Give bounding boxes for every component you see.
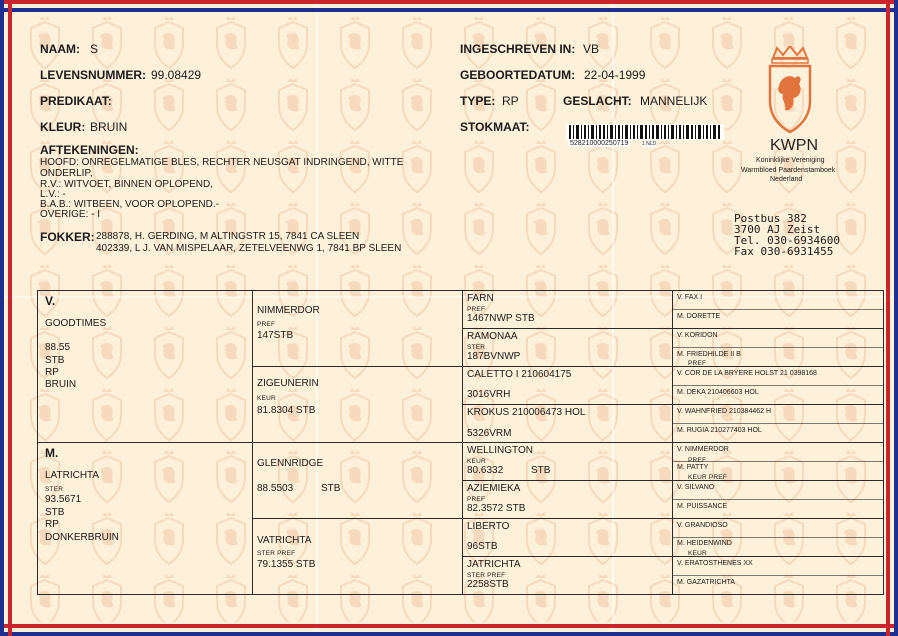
naam-value: S bbox=[90, 42, 99, 56]
dam-stb: STB bbox=[45, 507, 65, 518]
gen2-pred: STER PREF bbox=[257, 550, 296, 557]
gen3-pred: STER PREF bbox=[467, 572, 506, 579]
gen4-entry: V. WAHNFRIED 210384462 H bbox=[677, 408, 772, 415]
gen2-pred: KEUR bbox=[257, 395, 276, 402]
gen3-pred: KEUR bbox=[467, 458, 486, 465]
kwpn-name: KWPN bbox=[770, 137, 818, 154]
fokker-label: FOKKER: bbox=[40, 230, 95, 244]
gen2-name: NIMMERDOR bbox=[257, 305, 320, 316]
geslacht-label: GESLACHT: bbox=[563, 94, 632, 108]
fokker-line1: 288878, H. GERDING, M ALTINGSTR 15, 7841 CA SLEEN bbox=[96, 231, 360, 242]
gen3-score: 2258STB bbox=[467, 579, 509, 590]
sire-role: V. bbox=[45, 294, 56, 308]
kwpn-line3: Nederland bbox=[770, 176, 803, 183]
geboortedatum-label: GEBOORTEDATUM: bbox=[460, 68, 576, 82]
address-line1: Postbus 382 bbox=[734, 212, 807, 225]
gen4-entry: V. NIMMERDOR bbox=[677, 446, 729, 453]
lion-watermark-pattern bbox=[14, 14, 884, 622]
aftekeningen-hoofd-cont: ONDERLIP, bbox=[40, 168, 93, 179]
dam-score: 93.5671 bbox=[45, 494, 82, 505]
gen4-entry: V. GRANDIOSO bbox=[677, 522, 728, 529]
gen2-pred: PREF bbox=[257, 321, 276, 328]
gen3-score: 96STB bbox=[467, 541, 498, 552]
gen4-entry: M. FRIEDHILDE II B bbox=[677, 351, 741, 358]
barcode-sticker bbox=[566, 124, 724, 148]
gen3-name: KROKUS 210006473 HOL bbox=[467, 407, 586, 418]
barcode-image bbox=[566, 124, 724, 140]
gen3-score: 187BVNWP bbox=[467, 351, 521, 362]
kwpn-logo-icon bbox=[765, 46, 815, 136]
aftekeningen-bab: B.A.B.: WITBEEN, VOOR OPLOPEND.- bbox=[40, 199, 219, 210]
gen4-entry: M. PATTY bbox=[677, 464, 709, 471]
fokker-line2: 402339, L J. VAN MISPELAAR, ZETELVEENWG 1, 7841 BP SLEEN bbox=[96, 243, 402, 254]
gen2-name: ZIGEUNERIN bbox=[257, 378, 319, 389]
gen4-sub: PREF bbox=[688, 457, 707, 464]
fold-line bbox=[316, 0, 318, 636]
gen3-score: 3016VRH bbox=[467, 389, 511, 400]
type-label: TYPE: bbox=[460, 94, 496, 108]
gen4-entry: V. COR DE LA BRYERE HOLST 21 0398168 bbox=[677, 370, 817, 377]
sire-score: 88.55 bbox=[45, 342, 71, 353]
gen3-name: LIBERTO bbox=[467, 521, 510, 532]
type-value: RP bbox=[502, 94, 519, 108]
gen2-score: 79.1355 STB bbox=[257, 559, 316, 570]
fold-line bbox=[0, 296, 898, 298]
dam-color: DONKERBRUIN bbox=[45, 532, 119, 543]
kleur-value: BRUIN bbox=[90, 120, 128, 134]
aftekeningen-rv: R.V.: WITVOET, BINNEN OPLOPEND, bbox=[40, 179, 213, 190]
gen3-name: FARN bbox=[467, 293, 494, 304]
stokmaat-label: STOKMAAT: bbox=[460, 120, 530, 134]
levensnummer-value: 99.08429 bbox=[151, 68, 202, 82]
gen3-score: 80.6332 bbox=[467, 465, 504, 476]
predikaat-label: PREDIKAAT: bbox=[40, 94, 112, 108]
kwpn-line2: Warmbloed Paardenstamboek bbox=[741, 167, 836, 174]
border-top-blue bbox=[0, 8, 898, 12]
gen3-score: 82.3572 STB bbox=[467, 503, 526, 514]
address-line3: Tel. 030-6934600 bbox=[734, 234, 840, 247]
gen3-score: 5326VRM bbox=[467, 428, 512, 439]
gen4-sub: KEUR bbox=[688, 550, 707, 557]
gen4-entry: M. PUISSANCE bbox=[677, 503, 728, 510]
geboortedatum-value: 22-04-1999 bbox=[584, 68, 646, 82]
gen3-pred: PREF bbox=[467, 496, 486, 503]
gen4-sub: PREF bbox=[688, 360, 707, 367]
dam-type: RP bbox=[45, 519, 59, 530]
gen3-name: CALETTO I 210604175 bbox=[467, 369, 572, 380]
gen3-name: AZIEMIEKA bbox=[467, 483, 521, 494]
sire-type: RP bbox=[45, 367, 59, 378]
gen3-name: JATRICHTA bbox=[467, 559, 521, 570]
gen4-entry: V. FAX I bbox=[677, 294, 703, 301]
gen2-stb: STB bbox=[321, 483, 341, 494]
gen4-entry: V. KORIDON bbox=[677, 332, 718, 339]
gen2-name: VATRICHTA bbox=[257, 535, 312, 546]
gen2-score: 81.8304 STB bbox=[257, 405, 316, 416]
border-top-red bbox=[0, 0, 898, 4]
barcode-number: 528210000250719 bbox=[570, 140, 629, 147]
gen4-entry: M. DORETTE bbox=[677, 313, 721, 320]
dam-name: LATRICHTA bbox=[45, 470, 100, 481]
border-left-blue bbox=[0, 0, 4, 636]
gen3-score: 1467NWP STB bbox=[467, 313, 535, 324]
aftekeningen-overige: OVERIGE: - I bbox=[40, 209, 101, 220]
gen3-stb: STB bbox=[531, 465, 551, 476]
border-bottom-blue bbox=[0, 632, 898, 636]
aftekeningen-label: AFTEKENINGEN: bbox=[40, 143, 139, 157]
gen3-pred: PREF bbox=[467, 306, 486, 313]
border-right-red bbox=[886, 0, 890, 636]
dam-role: M. bbox=[45, 446, 59, 460]
sire-name: GOODTIMES bbox=[45, 318, 107, 329]
kleur-label: KLEUR: bbox=[40, 120, 86, 134]
border-left-red bbox=[8, 0, 12, 636]
aftekeningen-hoofd: HOOFD: ONREGELMATIGE BLES, RECHTER NEUSGAT INDRINGEND, WITTE bbox=[40, 157, 404, 168]
address-line2: 3700 AJ Zeist bbox=[734, 223, 821, 236]
barcode-suffix: 1 NLD bbox=[642, 141, 657, 147]
address-line4: Fax 030-6931455 bbox=[734, 245, 834, 258]
gen3-name: RAMONAA bbox=[467, 331, 518, 342]
gen2-score: 147STB bbox=[257, 330, 294, 341]
gen2-name: GLENNRIDGE bbox=[257, 458, 324, 469]
gen4-entry: V. SILVANO bbox=[677, 484, 715, 491]
geslacht-value: MANNELIJK bbox=[640, 94, 708, 108]
gen4-entry: M. HEIDENWIND bbox=[677, 540, 732, 547]
gen4-entry: M. RUGIA 210277403 HOL bbox=[677, 427, 762, 434]
gen4-entry: M. DEKA 210406603 HOL bbox=[677, 389, 759, 396]
ingeschreven-value: VB bbox=[583, 42, 600, 56]
gen4-entry: V. ERATOSTHENES XX bbox=[677, 560, 753, 567]
kwpn-line1: Koninklijke Vereniging bbox=[756, 157, 825, 164]
naam-label: NAAM: bbox=[40, 42, 80, 56]
dam-pred: STER bbox=[45, 486, 64, 493]
gen4-sub: KEUR PREF bbox=[688, 474, 728, 481]
sire-stb: STB bbox=[45, 355, 65, 366]
levensnummer-label: LEVENSNUMMER: bbox=[40, 68, 147, 82]
gen2-score: 88.5503 bbox=[257, 483, 294, 494]
sire-color: BRUIN bbox=[45, 379, 77, 390]
border-bottom-red bbox=[0, 624, 898, 628]
ingeschreven-label: INGESCHREVEN IN: bbox=[460, 42, 576, 56]
gen3-pred: STER bbox=[467, 344, 486, 351]
aftekeningen-lv: L.V.: - bbox=[40, 189, 66, 200]
gen4-entry: M. GAZATRICHTA bbox=[677, 579, 736, 586]
gen3-name: WELLINGTON bbox=[467, 445, 533, 456]
border-right-blue bbox=[894, 0, 898, 636]
